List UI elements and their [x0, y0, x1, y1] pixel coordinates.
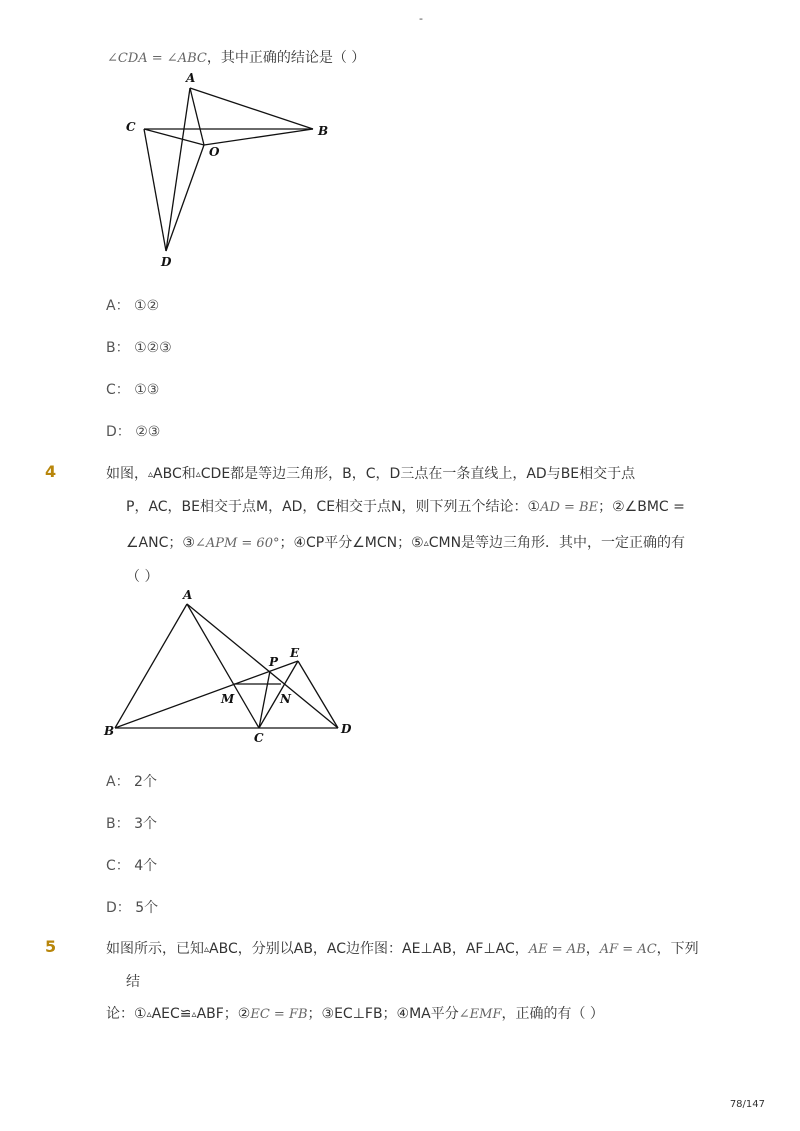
q3-line-ab [190, 88, 313, 129]
q4-line-ba [115, 604, 187, 728]
q4-label-m: M [221, 692, 235, 706]
q4-option-c[interactable]: C： 4个 [106, 858, 158, 874]
q3-intro-math: ∠CDA = ∠ABC [107, 51, 207, 66]
q5-line-1: 如图所示，已知▵ABC，分别以AB，AC边作图：AE⊥AB，AF⊥AC，AE = AB，AF = AC，下列 [106, 941, 699, 957]
q5-line-3: 论：①▵AEC≌▵ABF；②EC = FB；③EC⊥FB；④MA平分∠EMF，正确的有（ ） [106, 1006, 604, 1022]
q3-intro-text: ，其中正确的结论是（ ） [206, 50, 366, 66]
q4-option-b[interactable]: B： 3个 [106, 816, 157, 832]
q4-line-ed [298, 661, 338, 728]
q4-line-3: ∠ANC；③∠APM = 60°；④CP平分∠MCN；⑤▵CMN是等边三角形．其中，一定正确的有 [126, 535, 686, 551]
page-top-mark: - [419, 12, 423, 25]
q3-intro [107, 47, 365, 67]
q4-label-p: P [269, 655, 279, 669]
q5-line-2: 结 [126, 974, 140, 990]
q3-line-od [166, 145, 204, 251]
q4-line-2: P，AC，BE相交于点M，AD，CE相交于点N，则下列五个结论：①AD = BE；②∠BMC = [126, 499, 685, 515]
q3-option-b[interactable]: B： ①②③ [106, 340, 172, 356]
q3-label-a: A [186, 71, 196, 85]
q4-label-b: B [104, 724, 115, 738]
q3-label-b: B [318, 124, 329, 138]
q4-label-c: C [254, 731, 264, 745]
page-number: 78/147 [729, 1099, 765, 1110]
q3-option-c[interactable]: C： ①③ [106, 382, 160, 398]
q4-line-4: （ ） [126, 569, 159, 585]
q4-label-a: A [183, 588, 193, 602]
q4-option-d[interactable]: D： 5个 [106, 900, 159, 916]
q3-option-d[interactable]: D： ②③ [106, 424, 161, 440]
q3-line-ao [190, 88, 204, 145]
q3-line-ad [166, 88, 190, 251]
q4-number: 4 [45, 462, 57, 481]
q4-line-be [115, 661, 298, 728]
q3-label-o: O [209, 145, 220, 159]
q4-line-ac [187, 604, 259, 728]
q4-label-n: N [280, 692, 291, 706]
q5-number: 5 [45, 937, 57, 956]
q3-line-cd [144, 129, 166, 251]
q3-line-bo [204, 129, 313, 145]
q3-label-c: C [126, 120, 136, 134]
q4-option-a[interactable]: A： 2个 [106, 774, 157, 790]
q4-figure [100, 585, 360, 745]
q4-line-1: 如图，▵ABC和▵CDE都是等边三角形，B，C，D三点在一条直线上，AD与BE相交于点 [106, 466, 636, 482]
q3-label-d: D [161, 255, 172, 269]
q4-label-e: E [290, 646, 300, 660]
q3-option-a[interactable]: A： ①② [106, 298, 160, 314]
q3-figure [110, 68, 340, 273]
q4-label-d: D [341, 722, 352, 736]
q3-line-co [144, 129, 204, 145]
